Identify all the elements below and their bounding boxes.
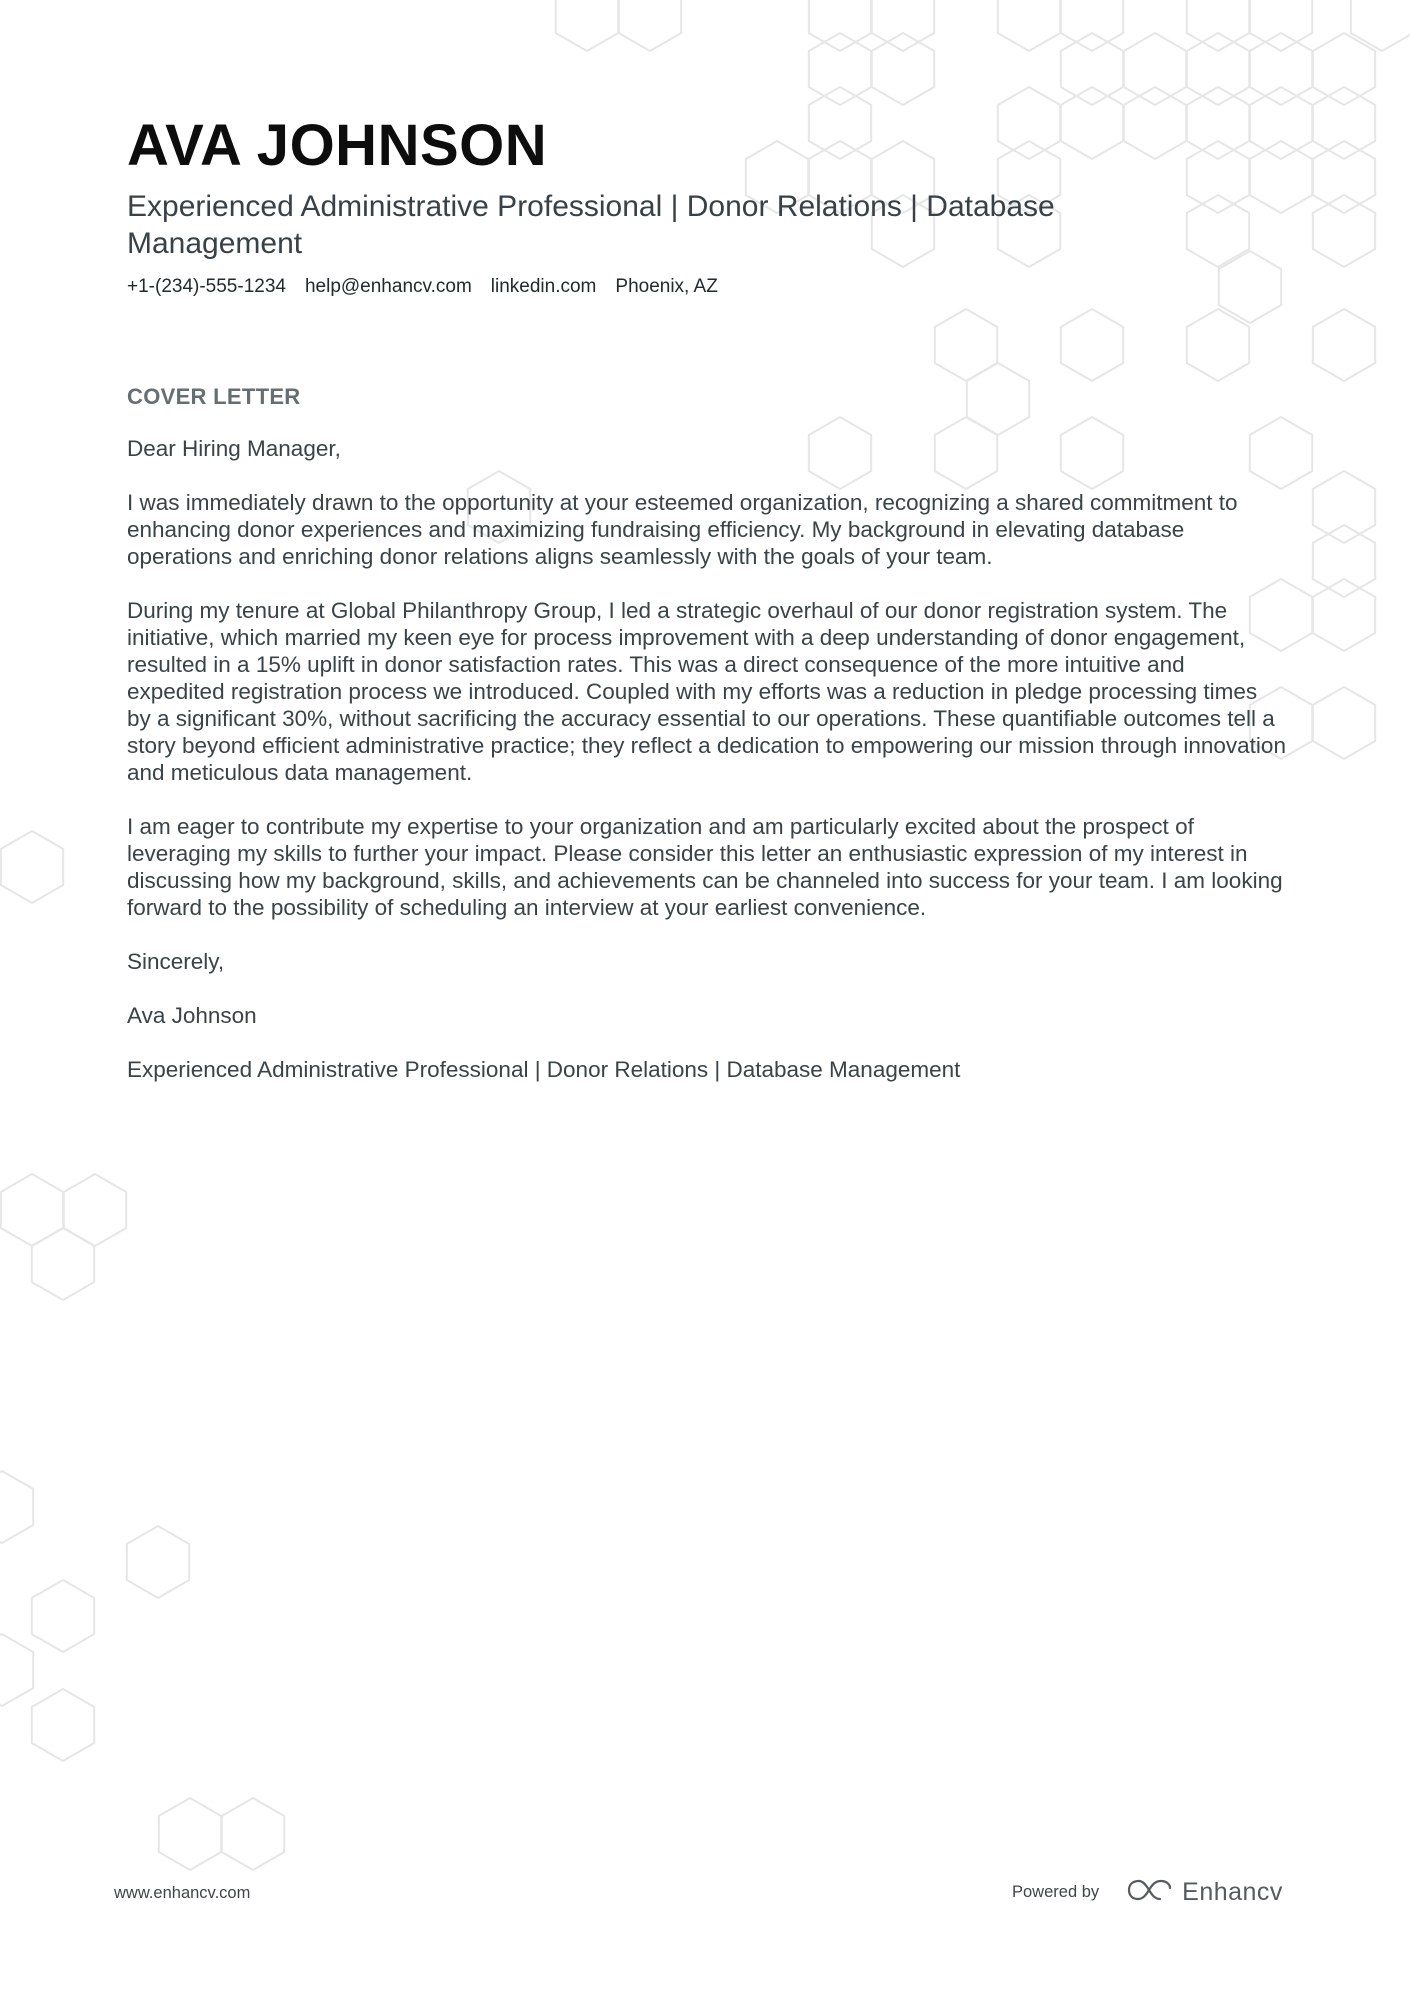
letter-greeting: Dear Hiring Manager, [127, 436, 341, 461]
hexagon-shape [1313, 687, 1375, 759]
contact-phone: +1-(234)-555-1234 [127, 276, 286, 297]
section-title-cover-letter: COVER LETTER [127, 384, 301, 409]
enhancv-logo-icon [1127, 1877, 1173, 1908]
hexagon-shape [32, 1580, 94, 1652]
hexagon-shape [872, 0, 934, 51]
hexagon-shape [159, 1798, 221, 1870]
letter-paragraph: I am eager to contribute my expertise to your organization and am particularly excited about the prospect of leveraging my skills to further your impact. Please consider this letter an enthusiastic expression of my interest in discussing how my background, skills, and achievements can be channeled into success for your team. I am looking forward to the possibility of scheduling an interview at your earliest convenience. [127, 814, 1283, 920]
footer-branding [1012, 1872, 1283, 1912]
hexagon-shape [1313, 525, 1375, 597]
letter-body [127, 435, 1287, 1083]
powered-by-label: Powered by [1012, 1882, 1100, 1901]
letter-paragraph: During my tenure at Global Philanthropy Group, I led a strategic overhaul of our donor registration system. The initiative, which married my keen eye for process improvement with a deep understanding of donor engagement, resulted in a 15% uplift in donor satisfaction rates. This was a direct consequence of the more intuitive and expedited registration process we introduced. Coupled with my efforts was a reduction in pledge processing times by a significant 30%, without sacrificing the accuracy essential to our operations. These quantifiable outcomes tell a story beyond efficient administrative practice; they reflect a dedication to empowering our mission through innovation and meticulous data management. [127, 598, 1286, 785]
hexagon-shape [1, 1174, 63, 1246]
enhancv-logo[interactable] [1127, 1877, 1283, 1908]
contact-linkedin[interactable]: linkedin.com [490, 276, 597, 297]
hexagon-shape [809, 33, 871, 105]
cover-letter-page [127, 110, 1287, 1083]
hexagon-shape [1061, 33, 1123, 105]
hexagon-shape [1, 831, 63, 903]
hexagon-shape [1187, 33, 1249, 105]
hexagon-shape [1124, 33, 1186, 105]
hexagon-shape [1313, 87, 1375, 159]
candidate-name: AVA JOHNSON [127, 113, 548, 178]
hexagon-shape [32, 1689, 94, 1761]
candidate-headline: Experienced Administrative Professional | Donor Relations | Database Management [127, 190, 1055, 260]
hexagon-shape [1313, 33, 1375, 105]
hexagon-shape [809, 0, 871, 51]
hexagon-shape [0, 1634, 33, 1706]
hexagon-shape [619, 0, 681, 51]
letter-paragraph: I was immediately drawn to the opportunity at your esteemed organization, recognizing a shared commitment to enhancing donor experiences and maximizing fundraising efficiency. My background in elevating database operations and enriching donor relations aligns seamlessly with the goals of your team. [127, 490, 1238, 569]
letter-closing: Sincerely, [127, 949, 225, 974]
footer-website[interactable]: www.enhancv.com [114, 1884, 251, 1902]
hexagon-shape [1250, 0, 1312, 51]
hexagon-shape [127, 1526, 189, 1598]
hexagon-shape [64, 1174, 126, 1246]
hexagon-shape [0, 1471, 33, 1543]
hexagon-shape [1313, 141, 1375, 213]
contact-location: Phoenix, AZ [615, 276, 718, 297]
hexagon-shape [556, 0, 618, 51]
hexagon-shape [872, 33, 934, 105]
hexagon-shape [1313, 195, 1375, 267]
hexagon-shape [1250, 33, 1312, 105]
hexagon-shape [1313, 579, 1375, 651]
brand-name: Enhancv [1182, 1877, 1283, 1906]
contact-email[interactable]: help@enhancv.com [304, 276, 472, 297]
contact-info [127, 275, 1287, 299]
hexagon-shape [998, 0, 1060, 51]
hexagon-shape [1061, 0, 1123, 51]
hexagon-shape [1187, 0, 1249, 51]
hexagon-shape [32, 1228, 94, 1300]
hexagon-shape [1313, 471, 1375, 543]
hexagon-shape [222, 1798, 284, 1870]
hexagon-shape [1313, 309, 1375, 381]
letter-signature-title: Experienced Administrative Professional | Donor Relations | Database Management [127, 1057, 961, 1082]
hexagon-shape [1351, 0, 1410, 51]
letter-signature: Ava Johnson [127, 1003, 257, 1028]
